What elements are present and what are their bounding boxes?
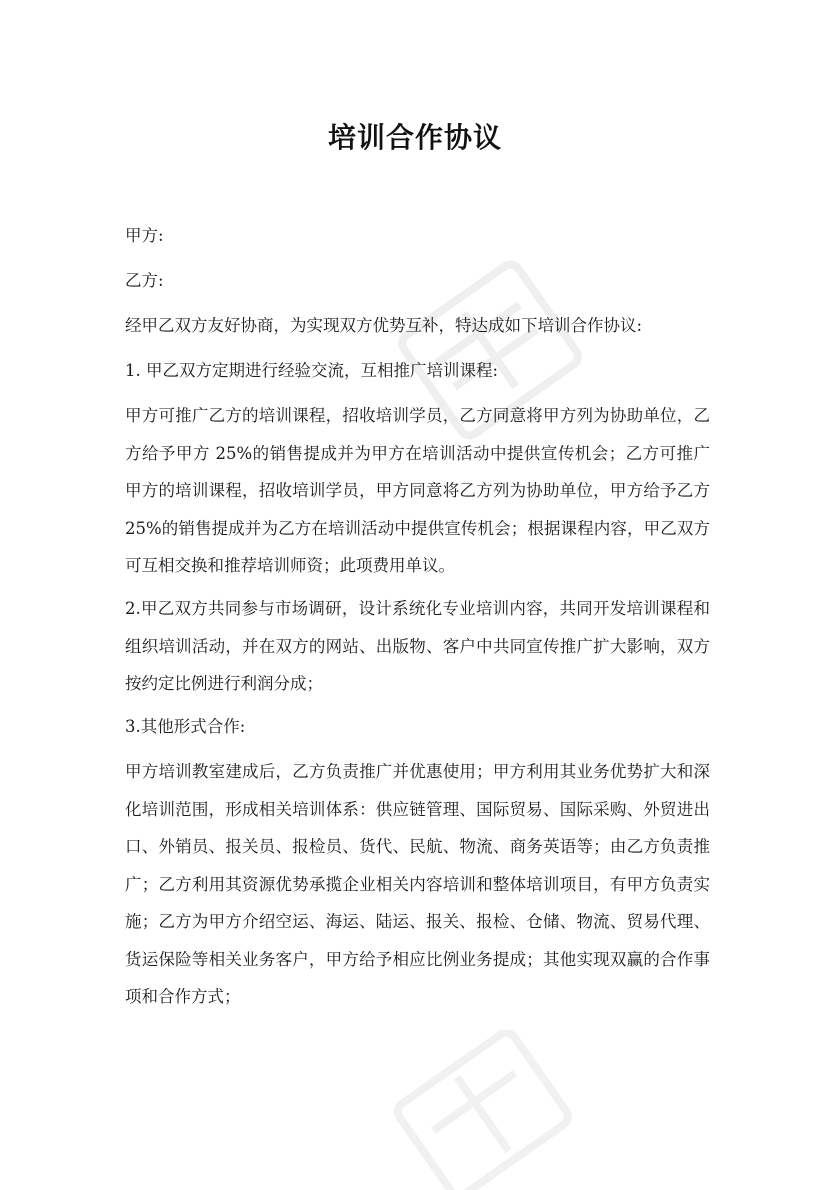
intro-paragraph: 经甲乙双方友好协商，为实现双方优势互补，特达成如下培训合作协议:	[125, 316, 643, 335]
clause-3-body: 甲方培训教室建成后，乙方负责推广并优惠使用；甲方利用其业务优势扩大和深化培训范围，形成相关培训体系：供应链管理、国际贸易、国际采购、外贸进出口、外销员、报关员、报检员、货代、民航、物流、商务英语等；由乙方负责推广；乙方利用其资源优势承揽企业相关内容培训和整体培训项目，有甲方负责实施；乙方为甲方介绍空运、海运、陆运、报关、报检、仓储、物流、贸易代理、货运保险等相关业务客户，甲方给予相应比例业务提成；其他实现双赢的合作事项和合作方式；	[125, 762, 710, 1006]
document-title: 培训合作协议	[327, 121, 502, 154]
clause-3-heading: 3.其他形式合作:	[125, 717, 246, 736]
party-a-label: 甲方:	[125, 226, 164, 245]
clause-1-body: 甲方可推广乙方的培训课程，招收培训学员，乙方同意将甲方列为协助单位，乙方给予甲方 25%的销售提成并为甲方在培训活动中提供宣传机会；乙方可推广甲方的培训课程，招收培训学员，甲方同意将乙方列为协助单位，甲方给予乙方 25%的销售提成并为乙方在培训活动中提供宣传机会；根据课程内容，甲乙双方可互相交换和推荐培训师资；此项费用单议。	[125, 406, 710, 575]
party-b-label: 乙方:	[125, 271, 164, 290]
watermark-logo-icon-bottom	[370, 1030, 590, 1190]
document-body	[125, 217, 710, 1021]
clause-1-heading: 1. 甲乙双方定期进行经验交流，互相推广培训课程:	[125, 361, 499, 380]
clause-2-paragraph: 2.甲乙双方共同参与市场调研，设计系统化专业培训内容，共同开发培训课程和组织培训活动，并在双方的网站、出版物、客户中共同宣传推广扩大影响，双方按约定比例进行利润分成；	[125, 599, 710, 693]
